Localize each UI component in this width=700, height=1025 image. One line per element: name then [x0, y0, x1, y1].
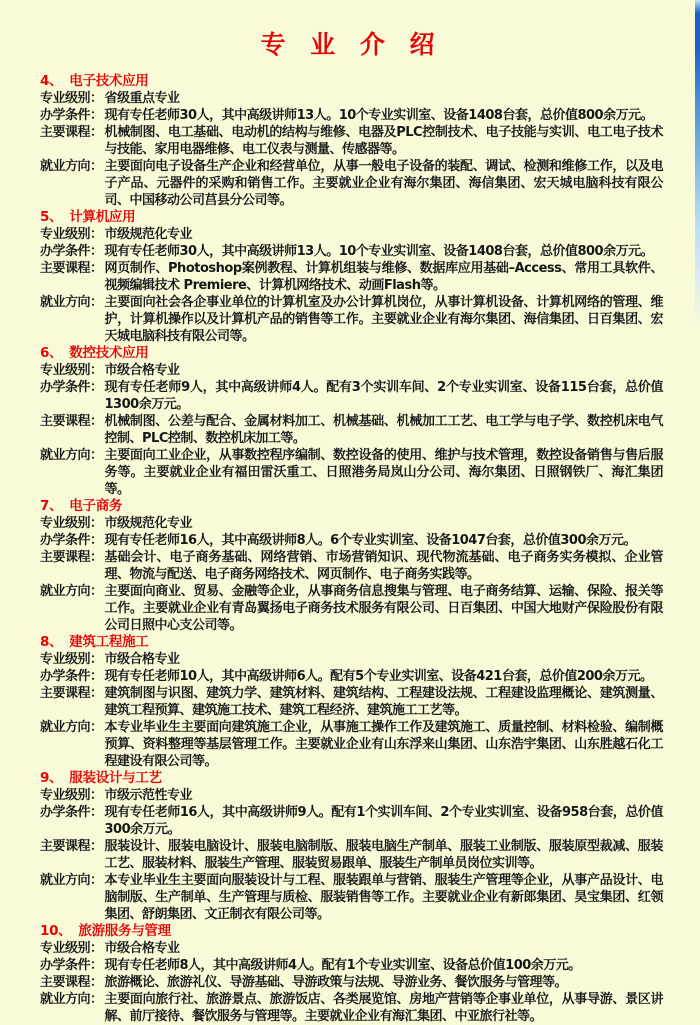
scan-edge-artifact [695, 0, 700, 330]
field-row-courses [40, 549, 663, 583]
field-value: 现有专任老师10人，其中高级讲师6人。配有5个专业实训室、设备421台套，总价值200余万元。 [104, 669, 653, 684]
section-title: 旅游服务与管理 [78, 923, 171, 939]
field-label: 专业级别： [40, 941, 103, 956]
field-label: 专业级别： [40, 652, 103, 667]
field-label: 办学条件： [40, 669, 103, 684]
field-value: 主要面向电子设备生产企业和经营单位，从事一般电子设备的装配、调试、检测和维修工作，以及电子产品、元器件的采购和销售工作。主要就业企业有海尔集团、海信集团、宏天城电脑科技有限公司、中国移动公司莒县分公司等。 [104, 159, 663, 208]
field-value: 主要面向商业、贸易、金融等企业，从事商务信息搜集与管理、电子商务结算、运输、保险、报关等工作。主要就业企业有青岛翼扬电子商务技术服务有限公司、日百集团、中国大地财产保险股份有限公司日照中心支公司等。 [104, 584, 663, 633]
field-row-employment [40, 991, 663, 1025]
field-label: 主要课程： [40, 414, 103, 429]
field-label: 主要课程： [40, 550, 103, 565]
field-value: 现有专任老师8人，其中高级讲师4人。配有1个专业实训室、设备总价值100余万元。 [104, 958, 581, 973]
field-value: 市级合格专业 [104, 363, 180, 378]
field-label: 专业级别： [40, 516, 103, 531]
field-value: 现有专任老师9人，其中高级讲师4人。配有3个实训车间、2个专业实训室、设备115台套，总价值1300余万元。 [104, 380, 663, 412]
field-row-employment [40, 294, 663, 345]
section-title: 电子技术应用 [69, 73, 149, 89]
field-row-level [40, 940, 663, 957]
field-row-level [40, 651, 663, 668]
field-label: 就业方向： [40, 159, 103, 174]
field-row-employment [40, 447, 663, 498]
field-label: 办学条件： [40, 380, 103, 395]
major-section [40, 634, 663, 770]
field-row-courses [40, 685, 663, 719]
section-heading [40, 73, 663, 90]
field-row-employment [40, 872, 663, 923]
field-row-employment [40, 719, 663, 770]
field-row-conditions [40, 379, 663, 413]
section-title: 计算机应用 [69, 209, 136, 225]
field-value: 市级合格专业 [104, 652, 180, 667]
field-row-conditions [40, 804, 663, 838]
field-value: 市级合格专业 [104, 941, 180, 956]
field-value: 机械制图、电工基础、电动机的结构与维修、电器及PLC控制技术、电子技能与实训、电工电子技术与技能、家用电器维修、电工仪表与测量、传感器等。 [104, 125, 663, 157]
field-label: 就业方向： [40, 448, 103, 463]
field-label: 主要课程： [40, 125, 103, 140]
field-row-level [40, 226, 663, 243]
sections-list [40, 73, 663, 1025]
field-row-courses [40, 974, 663, 991]
major-section [40, 345, 663, 498]
field-row-level [40, 787, 663, 804]
section-heading [40, 770, 663, 787]
field-label: 就业方向： [40, 295, 103, 310]
field-value: 本专业毕业生主要面向建筑施工企业，从事施工操作工作及建筑施工、质量控制、材料检验、编制概预算、资料整理等基层管理工作。主要就业企业有山东浮来山集团、山东浩宇集团、山东胜越石化工程建设有限公司等。 [104, 720, 663, 769]
field-label: 就业方向： [40, 584, 103, 599]
field-label: 办学条件： [40, 244, 103, 259]
field-row-conditions [40, 957, 663, 974]
section-number: 4、 [40, 73, 63, 89]
field-row-level [40, 515, 663, 532]
field-label: 主要课程： [40, 839, 103, 854]
field-label: 专业级别： [40, 788, 103, 803]
field-label: 办学条件： [40, 533, 103, 548]
field-label: 主要课程： [40, 686, 103, 701]
field-label: 就业方向： [40, 720, 103, 735]
field-value: 市级示范性专业 [104, 788, 193, 803]
section-title: 服装设计与工艺 [69, 770, 162, 786]
page-title: 专 业 介 绍 [260, 30, 443, 59]
field-value: 机械制图、公差与配合、金属材料加工、机械基础、机械加工工艺、电工学与电子学、数控机床电气控制、PLC控制、数控机床加工等。 [104, 414, 663, 446]
field-row-level [40, 90, 663, 107]
field-row-conditions [40, 107, 663, 124]
field-value: 服装设计、服装电脑设计、服装电脑制版、服装电脑生产制单、服装工业制版、服装原型裁减、服装工艺、服装材料、服装生产管理、服装贸易跟单、服装生产制单员岗位实训等。 [104, 839, 663, 871]
field-value: 主要面向工业企业，从事数控程序编制、数控设备的使用、维护与技术管理，数控设备销售与售后服务等。主要就业企业有福田雷沃重工、日照港务局岚山分公司、海尔集团、日照钢铁厂、海汇集团等。 [104, 448, 663, 497]
field-value: 现有专任老师16人，其中高级讲师9人。配有1个实训车间、2个专业实训室、设备958台套，总价值300余万元。 [104, 805, 663, 837]
field-label: 办学条件： [40, 805, 103, 820]
field-value: 现有专任老师30人，其中高级讲师13人。10个专业实训室、设备1408台套，总价值800余万元。 [104, 244, 654, 259]
field-label: 专业级别： [40, 91, 103, 106]
major-section [40, 770, 663, 923]
field-label: 主要课程： [40, 261, 103, 276]
field-label: 就业方向： [40, 873, 103, 888]
field-value: 主要面向旅行社、旅游景点、旅游饭店、各类展览馆、房地产营销等企事业单位，从事导游、景区讲解、前厅接待、餐饮服务与管理等。主要就业企业有海汇集团、中亚旅行社等。 [104, 992, 663, 1024]
field-row-courses [40, 413, 663, 447]
field-value: 本专业毕业生主要面向服装设计与工程、服装跟单与营销、服装生产管理等企业，从事产品设计、电脑制版、生产制单、生产管理与质检、服装销售等工作。主要就业企业有新郎集团、昊宝集团、红领集团、舒朗集团、文正制衣有限公司等。 [104, 873, 663, 922]
major-section [40, 209, 663, 345]
section-heading [40, 634, 663, 651]
field-value: 基础会计、电子商务基础、网络营销、市场营销知识、现代物流基础、电子商务实务模拟、企业管理、物流与配送、电子商务网络技术、网页制作、电子商务实践等。 [104, 550, 663, 582]
field-label: 就业方向： [40, 992, 103, 1007]
field-label: 专业级别： [40, 227, 103, 242]
section-heading [40, 209, 663, 226]
section-title: 电子商务 [69, 498, 123, 514]
section-number: 5、 [40, 209, 63, 225]
field-row-courses [40, 124, 663, 158]
section-heading [40, 345, 663, 362]
section-title: 数控技术应用 [69, 345, 149, 361]
field-value: 旅游概论、旅游礼仪、导游基础、导游政策与法规、导游业务、餐饮服务与管理等。 [104, 975, 568, 990]
major-section [40, 923, 663, 1025]
field-value: 现有专任老师30人，其中高级讲师13人。10个专业实训室、设备1408台套，总价值800余万元。 [104, 108, 654, 123]
field-row-conditions [40, 668, 663, 685]
section-number: 8、 [40, 634, 63, 650]
field-value: 市级规范化专业 [104, 516, 193, 531]
section-number: 7、 [40, 498, 63, 514]
field-row-employment [40, 583, 663, 634]
field-value: 现有专任老师16人，其中高级讲师8人。6个专业实训室、设备1047台套，总价值300余万元。 [104, 533, 637, 548]
section-number: 10、 [40, 923, 72, 939]
field-row-courses [40, 260, 663, 294]
major-section [40, 73, 663, 209]
field-row-conditions [40, 532, 663, 549]
field-value: 省级重点专业 [104, 91, 180, 106]
field-value: 网页制作、Photoshop案例教程、计算机组装与维修、数据库应用基础–Access、常用工具软件、视频编辑技术 Premiere、计算机网络技术、动画Flash等。 [104, 261, 663, 293]
section-heading [40, 923, 663, 940]
field-row-employment [40, 158, 663, 209]
field-value: 主要面向社会各企事业单位的计算机室及办公计算机岗位，从事计算机设备、计算机网络的管理、维护，计算机操作以及计算机产品的销售等工作。主要就业企业有海尔集团、海信集团、日百集团、宏天城电脑科技有限公司等。 [104, 295, 663, 344]
field-row-level [40, 362, 663, 379]
section-heading [40, 498, 663, 515]
section-number: 6、 [40, 345, 63, 361]
field-row-courses [40, 838, 663, 872]
field-label: 办学条件： [40, 108, 103, 123]
field-label: 专业级别： [40, 363, 103, 378]
major-section [40, 498, 663, 634]
field-label: 办学条件： [40, 958, 103, 973]
section-number: 9、 [40, 770, 63, 786]
field-value: 建筑制图与识图、建筑力学、建筑材料、建筑结构、工程建设法规、工程建设监理概论、建筑测量、建筑工程预算、建筑施工技术、建筑工程经济、建筑施工工艺等。 [104, 686, 663, 718]
section-title: 建筑工程施工 [69, 634, 149, 650]
field-label: 主要课程： [40, 975, 103, 990]
field-row-conditions [40, 243, 663, 260]
field-value: 市级规范化专业 [104, 227, 193, 242]
